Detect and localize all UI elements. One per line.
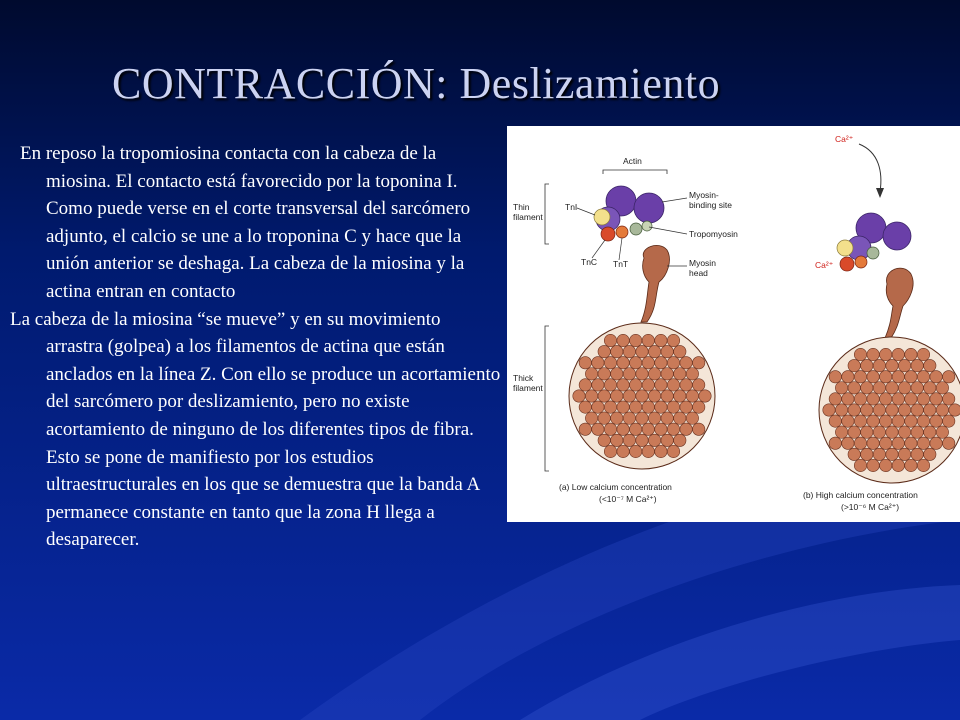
myosin-tail-dot [693, 423, 705, 435]
myosin-tail-dot [880, 393, 892, 405]
caption-b-line2: (>10⁻⁶ M Ca²⁺) [841, 502, 900, 512]
myosin-tail-dot [905, 437, 917, 449]
myosin-tail-dot [693, 379, 705, 391]
calcium-label-top: Ca²⁺ [835, 134, 854, 144]
myosin-tail-dot [642, 379, 654, 391]
myosin-tail-dot [835, 382, 847, 394]
myosin-tail-dot [630, 334, 642, 346]
thick-filament-label-1: Thick [513, 373, 534, 383]
actin-label: Actin [623, 156, 642, 166]
myosin-tail-dot [655, 379, 667, 391]
myosin-tail-dot [623, 434, 635, 446]
myosin-tail-dot [829, 393, 841, 405]
myosin-tail-dot [693, 401, 705, 413]
myosin-tail-dot [686, 390, 698, 402]
myosin-tail-dot [630, 445, 642, 457]
myosin-tail-dot [655, 357, 667, 369]
caption-a-line2: (<10⁻⁷ M Ca²⁺) [599, 494, 657, 504]
myosin-tail-dot [936, 382, 948, 394]
myosin-tail-dot [617, 334, 629, 346]
myosin-tail-dot [886, 382, 898, 394]
thin-filament-label-1: Thin [513, 202, 530, 212]
myosin-tail-dot [648, 412, 660, 424]
myosin-tail-dot [930, 437, 942, 449]
myosin-tail-dot [623, 390, 635, 402]
myosin-tail-dot [886, 359, 898, 371]
myosin-tail-dot [854, 371, 866, 383]
myosin-tail-dot [917, 415, 929, 427]
myosin-tail-dot [630, 423, 642, 435]
myosin-tail-dot [905, 371, 917, 383]
myosin-tail-dot [892, 415, 904, 427]
myosin-tail-dot [674, 390, 686, 402]
myosin-tail-dot [661, 434, 673, 446]
myosin-tail-dot [880, 371, 892, 383]
tropomyosin-label: Tropomyosin [689, 229, 738, 239]
myosin-tail-dot [842, 415, 854, 427]
myosin-tail-dot [604, 379, 616, 391]
myosin-tail-dot [617, 445, 629, 457]
myosin-tail-dot [661, 368, 673, 380]
myosin-tail-dot [911, 359, 923, 371]
tni-subunit [837, 240, 853, 256]
myosin-tail-dot [661, 390, 673, 402]
panel-low-calcium [513, 156, 738, 504]
myosin-tail-dot [892, 437, 904, 449]
myosin-tail-dot [617, 423, 629, 435]
myosin-tail-dot [642, 445, 654, 457]
myosin-tail-dot [930, 371, 942, 383]
myosin-tail-dot [892, 348, 904, 360]
myosin-tail-dot [861, 448, 873, 460]
myosin-tail-dot [592, 423, 604, 435]
myosin-tail-dot [686, 412, 698, 424]
myosin-head [641, 245, 669, 322]
myosin-tail-dot [667, 379, 679, 391]
myosin-tail-dot [667, 445, 679, 457]
myosin-tail-dot [943, 437, 955, 449]
myosin-tail-dot [911, 426, 923, 438]
thick-filament-label-2: filament [513, 383, 543, 393]
myosin-tail-dot [636, 412, 648, 424]
myosin-tail-dot [648, 345, 660, 357]
myosin-tail-dot [592, 357, 604, 369]
myosin-head-label-1: Myosin [689, 258, 716, 268]
myosin-tail-dot [661, 412, 673, 424]
myosin-tail-dot [617, 379, 629, 391]
myosin-tail-dot [667, 401, 679, 413]
myosin-tail-dot [854, 348, 866, 360]
myosin-tail-dot [861, 382, 873, 394]
myosin-tail-dot [848, 426, 860, 438]
myosin-tail-dot [655, 423, 667, 435]
myosin-tail-dot [617, 401, 629, 413]
myosin-tail-dot [898, 426, 910, 438]
tni-subunit [594, 209, 610, 225]
myosin-tail-dot [842, 371, 854, 383]
myosin-tail-dot [579, 423, 591, 435]
myosin-tail-dot [680, 379, 692, 391]
myosin-tail-dot [943, 371, 955, 383]
myosin-tail-dot [924, 448, 936, 460]
myosin-tail-dot [598, 434, 610, 446]
actin-globule [634, 193, 664, 223]
myosin-tail-dot [873, 359, 885, 371]
myosin-tail-dot [598, 412, 610, 424]
myosin-tail-dot [854, 393, 866, 405]
myosin-tail-dot [661, 345, 673, 357]
myosin-tail-dot [648, 434, 660, 446]
body-text [10, 140, 502, 554]
caption-a-line1: (a) Low calcium concentration [559, 482, 672, 492]
myosin-tail-dot [592, 379, 604, 391]
myosin-tail-dot [674, 345, 686, 357]
myosin-tail-dot [880, 348, 892, 360]
myosin-tail-dot [680, 401, 692, 413]
page-title: CONTRACCIÓN: Deslizamiento [112, 59, 721, 108]
myosin-tail-dot [579, 379, 591, 391]
myosin-tail-dot [835, 404, 847, 416]
myosin-tail-dot [905, 459, 917, 471]
myosin-tail-dot [873, 448, 885, 460]
myosin-tail-dot [642, 423, 654, 435]
myosin-tail-dot [898, 448, 910, 460]
myosin-binding-label-1: Myosin- [689, 190, 719, 200]
myosin-tail-dot [848, 382, 860, 394]
myosin-tail-dot [848, 404, 860, 416]
myosin-tail-dot [655, 334, 667, 346]
myosin-tail-dot [892, 393, 904, 405]
myosin-tail-dot [930, 415, 942, 427]
myosin-tail-dot [854, 459, 866, 471]
myosin-tail-dot [604, 357, 616, 369]
myosin-tail-dot [693, 357, 705, 369]
myosin-tail-dot [686, 368, 698, 380]
myosin-tail-dot [655, 401, 667, 413]
myosin-tail-dot [573, 390, 585, 402]
myosin-tail-dot [842, 437, 854, 449]
myosin-tail-dot [699, 390, 711, 402]
myosin-tail-dot [949, 404, 960, 416]
myosin-tail-dot [630, 379, 642, 391]
myosin-tail-dot [617, 357, 629, 369]
myosin-tail-dot [861, 359, 873, 371]
myosin-tail-dot [886, 404, 898, 416]
myosin-tail-dot [636, 434, 648, 446]
paragraph-resting: En reposo la tropomiosina contacta con la cabeza de la miosina. El contacto está favorecido por la toponina I. Como puede verse en el corte transversal del sarcómero adjunto, el calcio se une a lo troponina C y hace que la unión anterior se deshaga. La cabeza de la miosina y la actina entran en contacto [20, 143, 471, 302]
myosin-tail-dot [898, 359, 910, 371]
myosin-tail-dot [905, 415, 917, 427]
myosin-tail-dot [648, 368, 660, 380]
myosin-tail-dot [943, 415, 955, 427]
myosin-tail-dot [623, 412, 635, 424]
myosin-tail-dot [854, 415, 866, 427]
myosin-tail-dot [936, 404, 948, 416]
myosin-tail-dot [642, 357, 654, 369]
myosin-tail-dot [680, 357, 692, 369]
myosin-tail-dot [598, 345, 610, 357]
myosin-tail-dot [917, 393, 929, 405]
myosin-tail-dot [905, 393, 917, 405]
myosin-tail-dot [892, 459, 904, 471]
myosin-tail-dot [861, 426, 873, 438]
myosin-tail-dot [917, 437, 929, 449]
myosin-tail-dot [667, 334, 679, 346]
myosin-tail-dot [674, 368, 686, 380]
myosin-tail-dot [867, 348, 879, 360]
tropomyosin-strand [642, 221, 652, 231]
myosin-tail-dot [911, 448, 923, 460]
myosin-tail-dot [630, 357, 642, 369]
myosin-tail-dot [642, 401, 654, 413]
myosin-tail-dot [636, 345, 648, 357]
tropomyosin-strand [867, 247, 879, 259]
myosin-tail-dot [911, 382, 923, 394]
myosin-tail-dot [611, 368, 623, 380]
tropomyosin-strand [630, 223, 642, 235]
tnt-subunit [855, 256, 867, 268]
tni-label: TnI [565, 202, 578, 212]
myosin-tail-dot [585, 390, 597, 402]
myosin-tail-dot [873, 382, 885, 394]
myosin-tail-dot [823, 404, 835, 416]
myosin-tail-dot [674, 434, 686, 446]
myosin-tail-dot [604, 423, 616, 435]
myosin-tail-dot [880, 459, 892, 471]
figure-svg [507, 126, 960, 522]
myosin-tail-dot [598, 390, 610, 402]
calcium-label-side: Ca²⁺ [815, 260, 834, 270]
myosin-tail-dot [604, 445, 616, 457]
myosin-tail-dot [924, 382, 936, 394]
myosin-tail-dot [579, 401, 591, 413]
myosin-tail-dot [924, 404, 936, 416]
myosin-tail-dot [585, 368, 597, 380]
myosin-tail-dot [911, 404, 923, 416]
myosin-tail-dot [917, 348, 929, 360]
caption-b-line1: (b) High calcium concentration [803, 490, 918, 500]
myosin-tail-dot [924, 426, 936, 438]
myosin-tail-dot [636, 390, 648, 402]
tnt-label: TnT [613, 259, 629, 269]
myosin-tail-dot [886, 426, 898, 438]
myosin-tail-dot [623, 345, 635, 357]
myosin-tail-dot [655, 445, 667, 457]
myosin-tail-dot [867, 415, 879, 427]
panel-high-calcium [803, 134, 960, 512]
myosin-tail-dot [636, 368, 648, 380]
myosin-tail-dot [867, 437, 879, 449]
myosin-tail-dot [867, 371, 879, 383]
myosin-tail-dot [598, 368, 610, 380]
myosin-tail-dot [829, 415, 841, 427]
myosin-tail-dot [667, 357, 679, 369]
myosin-tail-dot [604, 334, 616, 346]
myosin-head-label-2: head [689, 268, 708, 278]
thin-filament-label-2: filament [513, 212, 543, 222]
myosin-tail-dot [642, 334, 654, 346]
myosin-tail-dot [848, 359, 860, 371]
myosin-tail-dot [873, 404, 885, 416]
myosin-tail-dot [592, 401, 604, 413]
myosin-head [885, 268, 913, 338]
myosin-tail-dot [924, 359, 936, 371]
actin-globule [883, 222, 911, 250]
myosin-tail-dot [680, 423, 692, 435]
sarcomere-figure [507, 126, 960, 522]
myosin-tail-dot [867, 393, 879, 405]
paragraph-sliding: La cabeza de la miosina “se mueve” y en su movimiento arrastra (golpea) a los filamentos de actina que están anclados en la línea Z. Con ello se produce un acortamiento del sarcómero por deslizamiento, pero no existe acortamiento de ninguno de los diferentes tipos de fibra. Esto se pone de manifiesto por los estudios ultraestructurales en los que se demuestra que la banda A permanece constante en tanto que la zona H llega a desaparecer. [10, 308, 501, 551]
myosin-tail-dot [873, 426, 885, 438]
myosin-tail-dot [623, 368, 635, 380]
myosin-tail-dot [886, 448, 898, 460]
myosin-binding-label-2: binding site [689, 200, 733, 210]
myosin-tail-dot [936, 426, 948, 438]
myosin-tail-dot [611, 345, 623, 357]
myosin-tail-dot [611, 434, 623, 446]
myosin-tail-dot [898, 404, 910, 416]
myosin-tail-dot [842, 393, 854, 405]
myosin-tail-dot [930, 393, 942, 405]
myosin-tail-dot [867, 459, 879, 471]
myosin-tail-dot [611, 390, 623, 402]
tnc-subunit [840, 257, 854, 271]
myosin-tail-dot [829, 437, 841, 449]
tnc-subunit [601, 227, 615, 241]
myosin-tail-dot [848, 448, 860, 460]
myosin-tail-dot [829, 371, 841, 383]
myosin-tail-dot [905, 348, 917, 360]
myosin-tail-dot [917, 371, 929, 383]
myosin-tail-dot [880, 415, 892, 427]
myosin-tail-dot [835, 426, 847, 438]
myosin-tail-dot [579, 357, 591, 369]
myosin-tail-dot [898, 382, 910, 394]
myosin-tail-dot [892, 371, 904, 383]
myosin-tail-dot [648, 390, 660, 402]
myosin-tail-dot [667, 423, 679, 435]
myosin-tail-dot [854, 437, 866, 449]
myosin-tail-dot [943, 393, 955, 405]
myosin-tail-dot [604, 401, 616, 413]
tnc-label: TnC [581, 257, 598, 267]
tnt-subunit [616, 226, 628, 238]
myosin-tail-dot [917, 459, 929, 471]
myosin-tail-dot [630, 401, 642, 413]
myosin-tail-dot [861, 404, 873, 416]
myosin-tail-dot [585, 412, 597, 424]
myosin-tail-dot [674, 412, 686, 424]
myosin-tail-dot [880, 437, 892, 449]
myosin-tail-dot [611, 412, 623, 424]
